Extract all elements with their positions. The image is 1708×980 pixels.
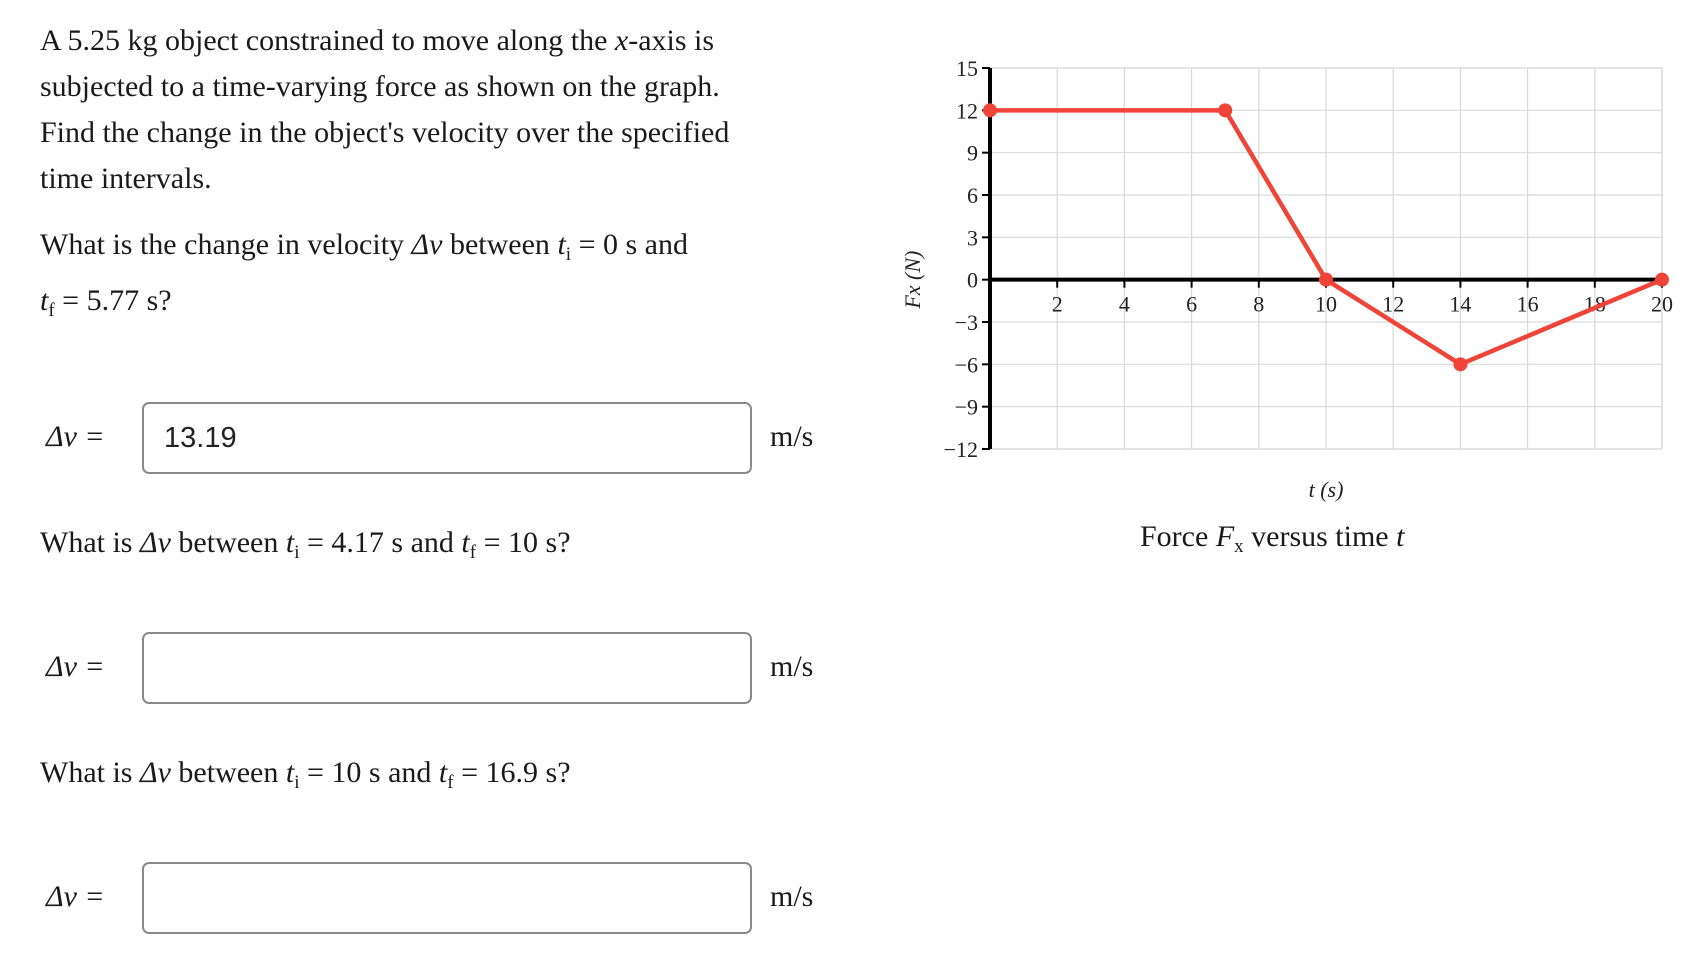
y-tick-label: 6 [967, 183, 978, 208]
unit-label: m/s [770, 650, 814, 683]
data-point [1319, 273, 1333, 287]
x-tick-label: 18 [1583, 291, 1606, 317]
x-tick-label: 6 [1186, 291, 1198, 317]
y-tick-label: −9 [954, 394, 978, 420]
y-tick-label: −12 [943, 437, 978, 462]
force-time-chart [880, 50, 1680, 510]
y-tick-label: 15 [956, 56, 978, 81]
chart-caption: Force $F_x$ versus time t [1140, 520, 1405, 557]
answer-input-3[interactable] [142, 862, 752, 934]
problem-line-4: time intervals. [40, 162, 212, 195]
x-tick-label: 16 [1516, 291, 1539, 317]
question-1: What is the change in velocity Δv between $t_i = 0$ s and $t_f = 5.77$ s? [40, 228, 688, 321]
unit-label: m/s [770, 880, 814, 913]
y-tick-label: 12 [956, 98, 978, 124]
y-tick-label: 9 [967, 140, 978, 166]
data-point [1218, 103, 1232, 117]
delta-v-label: Δv = [46, 420, 105, 453]
x-tick-label: 12 [1382, 291, 1405, 317]
problem-line-3: Find the change in the object's velocity over the specified [40, 116, 730, 149]
x-tick-label: 20 [1651, 291, 1673, 317]
y-tick-label: 3 [967, 225, 978, 251]
data-point [983, 103, 997, 117]
unit-label: m/s [770, 420, 814, 453]
x-tick-label: 14 [1449, 291, 1472, 317]
x-axis-label: t (s) [1308, 477, 1344, 502]
problem-line-1: A 5.25 kg object constrained to move along the x-axis is [40, 24, 715, 57]
x-tick-label: 8 [1253, 291, 1265, 317]
answer-input-2[interactable] [142, 632, 752, 704]
y-tick-label: −3 [954, 310, 978, 335]
y-tick-label: 0 [967, 267, 978, 293]
question-2: What is Δv between $t_i = 4.17$ s and $t_f = 10$ s? [40, 526, 571, 563]
question-3: What is Δv between $t_i = 10$ s and $t_f = 16.9$ s? [40, 756, 571, 793]
x-tick-label: 2 [1051, 291, 1063, 317]
delta-v-label: Δv = [46, 880, 105, 913]
data-point [1655, 273, 1669, 287]
y-axis-label: Fx (N) [900, 250, 925, 309]
x-tick-label: 10 [1315, 291, 1337, 317]
data-point [1453, 357, 1467, 371]
problem-line-2: subjected to a time-varying force as shown on the graph. [40, 70, 720, 103]
delta-v-label: Δv = [46, 650, 105, 683]
answer-input-1[interactable] [142, 402, 752, 474]
problem-statement [40, 18, 800, 202]
y-tick-label: −6 [954, 352, 978, 378]
x-tick-label: 4 [1118, 291, 1130, 317]
